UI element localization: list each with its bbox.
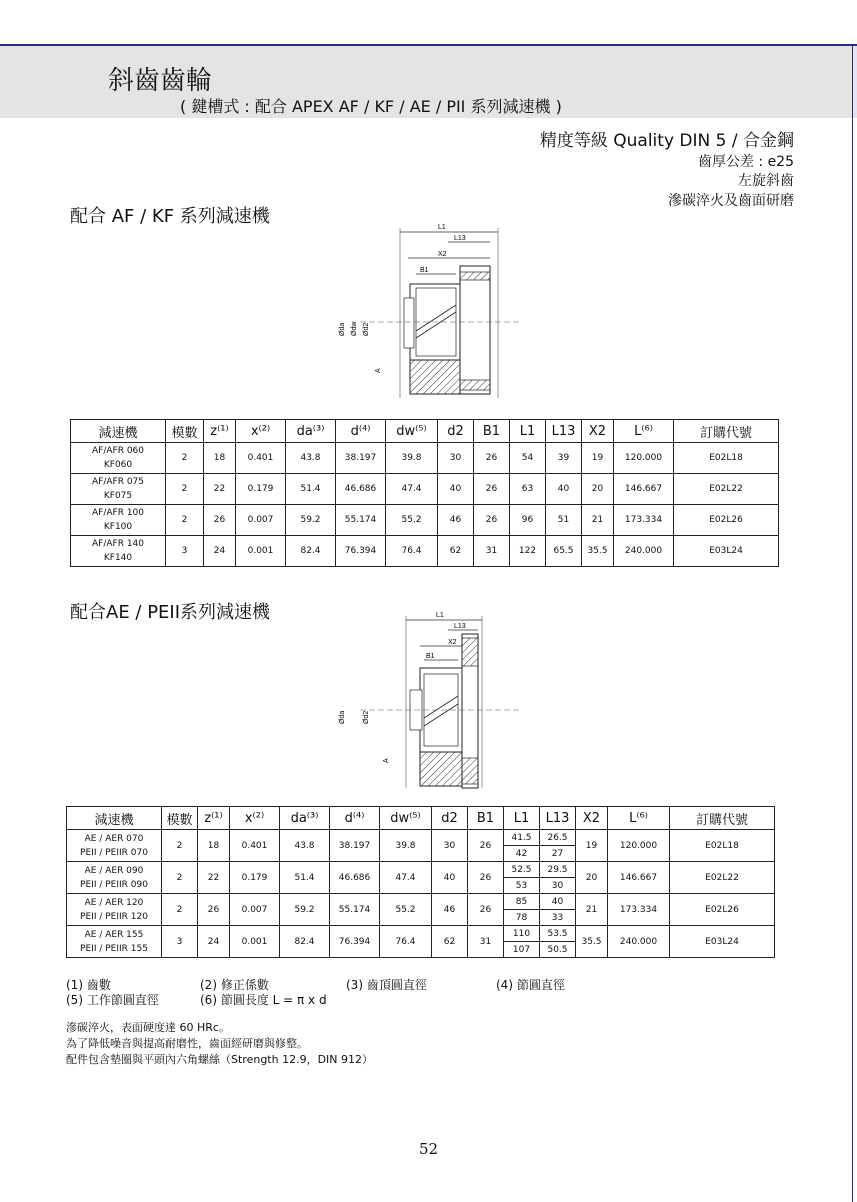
cell: 2	[166, 474, 204, 505]
cell: 18	[204, 443, 236, 474]
cell: 55.174	[330, 894, 380, 926]
cell: 146.667	[608, 862, 670, 894]
cell: 26	[474, 474, 510, 505]
page-number: 52	[418, 1140, 439, 1158]
dim-label: Ød2	[363, 322, 370, 336]
cell: 19	[582, 443, 614, 474]
col-header: L⁽⁶⁾	[608, 807, 670, 830]
cell: 122	[510, 536, 546, 567]
dim-label: L13	[454, 623, 466, 630]
cell: 21	[582, 505, 614, 536]
gear-diagram-ae-peii	[330, 608, 530, 798]
cell: 26	[468, 894, 504, 926]
split-cell: 53.5 50.5	[540, 926, 576, 958]
cell: 0.001	[230, 926, 280, 958]
cell: 35.5	[582, 536, 614, 567]
col-header: L1	[504, 807, 540, 830]
note-tip-diameter: (3) 齒頂圓直徑	[346, 978, 427, 992]
footer-hardness: 滲碳淬火，表面硬度達 60 HRc。	[66, 1021, 230, 1034]
dim-label: Øda	[339, 710, 346, 724]
cell: E02L22	[670, 862, 775, 894]
cell: E03L24	[670, 926, 775, 958]
table-header-row	[71, 420, 779, 443]
cell: 0.007	[236, 505, 286, 536]
split-cell: 29.5 30	[540, 862, 576, 894]
cell: 46.686	[330, 862, 380, 894]
cell: E02L26	[674, 505, 779, 536]
cell: 2	[162, 862, 198, 894]
cell: 240.000	[614, 536, 674, 567]
cell: 46	[438, 505, 474, 536]
cell: 2	[162, 894, 198, 926]
cell: 18	[198, 830, 230, 862]
cell: 39	[546, 443, 582, 474]
cell: 40	[438, 474, 474, 505]
cell: 55.2	[386, 505, 438, 536]
col-header: x⁽²⁾	[230, 807, 280, 830]
cell: 26	[468, 830, 504, 862]
note-working-pitch: (5) 工作節圓直徑	[66, 993, 159, 1007]
spec-table-ae-peii	[66, 806, 775, 958]
cell: 2	[162, 830, 198, 862]
spec-table-af-kf	[70, 419, 779, 567]
cell: 24	[198, 926, 230, 958]
note-correction: (2) 修正係數	[200, 978, 269, 992]
col-header: 模數	[162, 807, 198, 830]
cell: 22	[204, 474, 236, 505]
table-row	[67, 830, 775, 862]
page-subtitle: ( 鍵槽式 : 配合 APEX AF / KF / AE / PII 系列減速機 )	[180, 97, 562, 116]
model-cell: AF/AFR 100 KF100	[71, 505, 166, 536]
cell: 76.4	[380, 926, 432, 958]
note-pitch-diameter: (4) 節圓直徑	[496, 978, 565, 992]
cell: 47.4	[380, 862, 432, 894]
cell: 173.334	[614, 505, 674, 536]
gear-diagram-af-kf	[330, 218, 530, 408]
cell: 31	[468, 926, 504, 958]
cell: 31	[474, 536, 510, 567]
cell: 26	[468, 862, 504, 894]
cell: 22	[198, 862, 230, 894]
cell: 59.2	[286, 505, 336, 536]
cell: 59.2	[280, 894, 330, 926]
col-header: dw⁽⁵⁾	[386, 420, 438, 443]
cell: 0.401	[236, 443, 286, 474]
cell: 20	[582, 474, 614, 505]
note-pitch-length: (6) 節圓長度 L = π x d	[200, 993, 327, 1007]
cell: 40	[432, 862, 468, 894]
dim-label: B1	[426, 653, 435, 660]
dim-label: Ød2	[363, 710, 370, 724]
cell: 26	[474, 443, 510, 474]
cell: E02L18	[674, 443, 779, 474]
cell: 30	[432, 830, 468, 862]
cell: 0.401	[230, 830, 280, 862]
cell: 65.5	[546, 536, 582, 567]
col-header: dw⁽⁵⁾	[380, 807, 432, 830]
dim-label: X2	[448, 639, 457, 646]
cell: 0.179	[230, 862, 280, 894]
cell: 38.197	[330, 830, 380, 862]
dim-label: Ødw	[351, 321, 358, 336]
dim-label: X2	[438, 251, 447, 258]
col-header: da⁽³⁾	[286, 420, 336, 443]
cell: 76.394	[330, 926, 380, 958]
cell: 120.000	[608, 830, 670, 862]
col-header: d⁽⁴⁾	[336, 420, 386, 443]
cell: 82.4	[280, 926, 330, 958]
spec-treatment: 滲碳淬火及齒面研磨	[668, 193, 794, 209]
cell: 62	[438, 536, 474, 567]
cell: 20	[576, 862, 608, 894]
model-cell: AF/AFR 075 KF075	[71, 474, 166, 505]
cell: 21	[576, 894, 608, 926]
model-cell: AF/AFR 140 KF140	[71, 536, 166, 567]
table-row	[67, 894, 775, 926]
spec-tolerance: 齒厚公差 : e25	[697, 154, 794, 170]
section1-title: 配合 AF / KF 系列減速機	[70, 206, 270, 227]
col-header: d2	[432, 807, 468, 830]
cell: 55.174	[336, 505, 386, 536]
model-cell: AE / AER 155 PEII / PEIIR 155	[67, 926, 162, 958]
right-rule	[852, 46, 853, 1202]
spec-helix: 左旋斜齒	[738, 173, 794, 189]
cell: 76.394	[336, 536, 386, 567]
footer-accessories: 配件包含墊圈與平頭內六角螺絲（Strength 12.9，DIN 912）	[66, 1053, 374, 1066]
table-row	[71, 474, 779, 505]
cell: 0.001	[236, 536, 286, 567]
cell: 39.8	[380, 830, 432, 862]
dim-label: L1	[436, 612, 444, 619]
split-cell: 52.5 53	[504, 862, 540, 894]
table-row	[67, 862, 775, 894]
split-cell: 40 33	[540, 894, 576, 926]
cell: 43.8	[280, 830, 330, 862]
cell: 46.686	[336, 474, 386, 505]
col-header: x⁽²⁾	[236, 420, 286, 443]
cell: 38.197	[336, 443, 386, 474]
col-header: d2	[438, 420, 474, 443]
split-cell: 26.5 27	[540, 830, 576, 862]
cell: 43.8	[286, 443, 336, 474]
dim-label: A	[375, 368, 382, 373]
cell: 146.667	[614, 474, 674, 505]
model-cell: AE / AER 120 PEII / PEIIR 120	[67, 894, 162, 926]
col-header: 模數	[166, 420, 204, 443]
col-header: L13	[540, 807, 576, 830]
cell: 39.8	[386, 443, 438, 474]
cell: 240.000	[608, 926, 670, 958]
cell: 19	[576, 830, 608, 862]
cell: 35.5	[576, 926, 608, 958]
cell: 47.4	[386, 474, 438, 505]
col-header: L⁽⁶⁾	[614, 420, 674, 443]
dim-label: L1	[438, 224, 446, 231]
cell: 40	[546, 474, 582, 505]
spec-quality: 精度等級 Quality DIN 5 / 合金鋼	[539, 131, 794, 151]
split-cell: 85 78	[504, 894, 540, 926]
cell: 30	[438, 443, 474, 474]
cell: 51.4	[280, 862, 330, 894]
table-row	[71, 443, 779, 474]
cell: 173.334	[608, 894, 670, 926]
cell: 120.000	[614, 443, 674, 474]
col-header: X2	[576, 807, 608, 830]
dim-label: Øda	[339, 322, 346, 336]
cell: E02L18	[670, 830, 775, 862]
cell: 3	[166, 536, 204, 567]
cell: 62	[432, 926, 468, 958]
model-cell: AE / AER 090 PEII / PEIIR 090	[67, 862, 162, 894]
cell: 24	[204, 536, 236, 567]
cell: 3	[162, 926, 198, 958]
table-row	[67, 926, 775, 958]
cell: 96	[510, 505, 546, 536]
cell: 63	[510, 474, 546, 505]
col-header: d⁽⁴⁾	[330, 807, 380, 830]
cell: E02L22	[674, 474, 779, 505]
table-header-row	[67, 807, 775, 830]
col-header: z⁽¹⁾	[198, 807, 230, 830]
dim-label: B1	[420, 267, 429, 274]
model-cell: AF/AFR 060 KF060	[71, 443, 166, 474]
col-header: z⁽¹⁾	[204, 420, 236, 443]
note-teeth: (1) 齒數	[66, 978, 111, 992]
col-header: 訂購代號	[670, 807, 775, 830]
split-cell: 110 107	[504, 926, 540, 958]
dim-label: L13	[454, 235, 466, 242]
split-cell: 41.5 42	[504, 830, 540, 862]
cell: 0.179	[236, 474, 286, 505]
col-header: L1	[510, 420, 546, 443]
cell: 2	[166, 443, 204, 474]
col-header: da⁽³⁾	[280, 807, 330, 830]
cell: 26	[198, 894, 230, 926]
cell: 55.2	[380, 894, 432, 926]
page-title: 斜齒齒輪	[108, 66, 213, 96]
footer-grinding: 為了降低噪音與提高耐磨性，齒面經研磨與修整。	[66, 1037, 308, 1050]
section2-title: 配合AE / PEII系列減速機	[70, 602, 271, 623]
dim-label: A	[383, 758, 390, 763]
cell: E02L26	[670, 894, 775, 926]
table-row	[71, 505, 779, 536]
cell: 26	[204, 505, 236, 536]
cell: 76.4	[386, 536, 438, 567]
cell: 54	[510, 443, 546, 474]
table-row	[71, 536, 779, 567]
cell: 46	[432, 894, 468, 926]
cell: 82.4	[286, 536, 336, 567]
col-header: 減速機	[67, 807, 162, 830]
col-header: 減速機	[71, 420, 166, 443]
cell: 2	[166, 505, 204, 536]
col-header: X2	[582, 420, 614, 443]
model-cell: AE / AER 070 PEII / PEIIR 070	[67, 830, 162, 862]
cell: E03L24	[674, 536, 779, 567]
col-header: B1	[468, 807, 504, 830]
cell: 0.007	[230, 894, 280, 926]
col-header: L13	[546, 420, 582, 443]
col-header: 訂購代號	[674, 420, 779, 443]
col-header: B1	[474, 420, 510, 443]
cell: 51	[546, 505, 582, 536]
cell: 26	[474, 505, 510, 536]
cell: 51.4	[286, 474, 336, 505]
